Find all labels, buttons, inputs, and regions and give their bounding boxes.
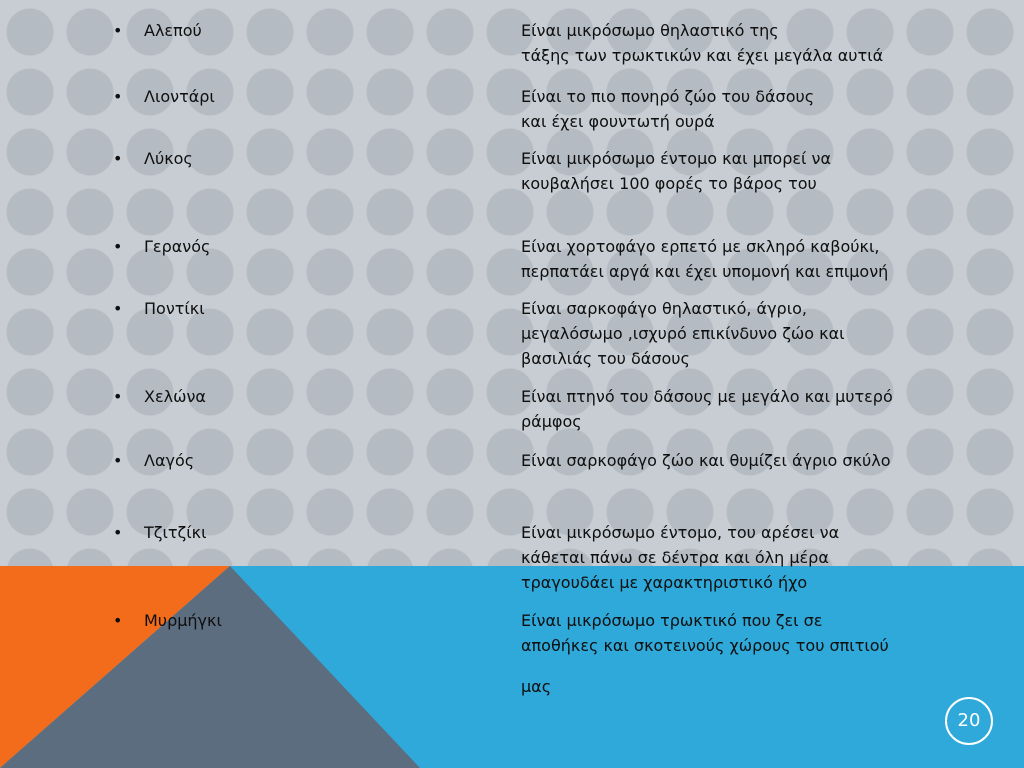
animal-name: Χελώνα — [144, 387, 206, 406]
animal-description: Είναι σαρκοφάγο ζώο και θυμίζει άγριο σκύλο — [521, 451, 891, 470]
animal-name: Γερανός — [144, 237, 211, 256]
animal-name: Αλεπού — [144, 21, 202, 40]
bullet-icon: • — [113, 21, 123, 40]
description-trailing-text: μας — [521, 677, 552, 696]
bullet-icon: • — [113, 387, 123, 406]
animal-description: Είναι μικρόσωμο τρωκτικό που ζει σε αποθήκες και σκοτεινούς χώρους του σπιτιού — [521, 611, 889, 655]
animal-name: Μυρμήγκι — [144, 611, 222, 630]
animal-description: Είναι μικρόσωμο θηλαστικό της τάξης των τρωκτικών και έχει μεγάλα αυτιά — [521, 21, 884, 65]
animal-description: Είναι χορτοφάγο ερπετό με σκληρό καβούκι, περπατάει αργά και έχει υπομονή και επιμονή — [521, 237, 889, 281]
bullet-icon: • — [113, 523, 123, 542]
bullet-icon: • — [113, 299, 123, 318]
animal-description: Είναι μικρόσωμο έντομο, του αρέσει να κάθεται πάνω σε δέντρα και όλη μέρα τραγουδάει με χαρακτηριστικό ήχο — [521, 523, 840, 592]
animal-description: Είναι μικρόσωμο έντομο και μπορεί να κουβαλήσει 100 φορές το βάρος του — [521, 149, 831, 193]
page-number-badge: 20 — [945, 697, 993, 745]
animal-name: Ποντίκι — [144, 299, 205, 318]
animal-description: Είναι πτηνό του δάσους με μεγάλο και μυτερό ράμφος — [521, 387, 893, 431]
animal-name: Τζιτζίκι — [144, 523, 207, 542]
animal-description: Είναι σαρκοφάγο θηλαστικό, άγριο, μεγαλόσωμο ,ισχυρό επικίνδυνο ζώο και βασιλιάς του δάσους — [521, 299, 845, 368]
animal-name: Λιοντάρι — [144, 87, 215, 106]
bullet-icon: • — [113, 237, 123, 256]
bullet-icon: • — [113, 149, 123, 168]
animal-name: Λύκος — [144, 149, 193, 168]
animal-description: Είναι το πιο πονηρό ζώο του δάσους και έχει φουντωτή ουρά — [521, 87, 815, 131]
bullet-icon: • — [113, 451, 123, 470]
animal-name: Λαγός — [144, 451, 195, 470]
bullet-icon: • — [113, 87, 123, 106]
bullet-icon: • — [113, 611, 123, 630]
